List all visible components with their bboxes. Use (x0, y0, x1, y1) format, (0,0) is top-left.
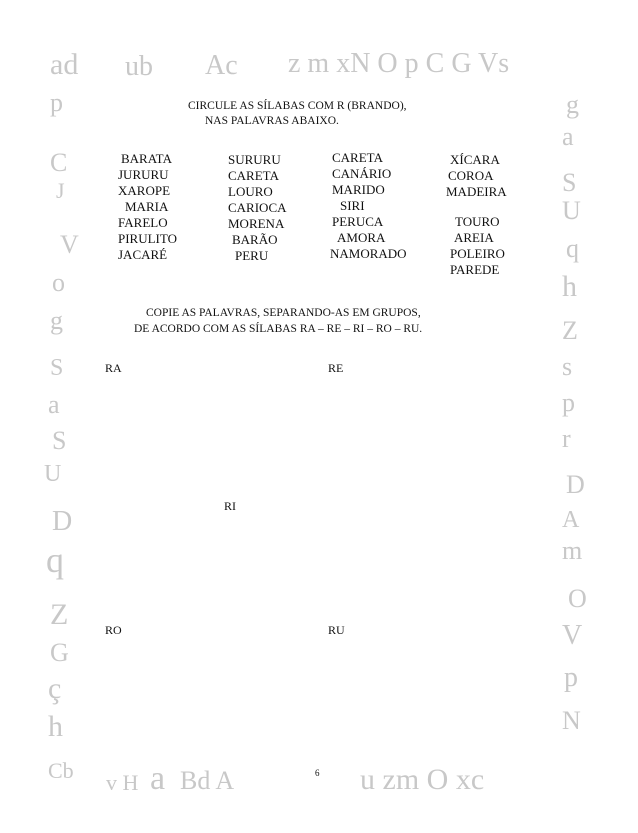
border-left-1: p (50, 88, 63, 117)
word-farelo: FARELO (118, 215, 168, 230)
word-coroa: COROA (448, 168, 494, 183)
word-canario: CANÁRIO (332, 166, 392, 181)
group-ro-label: RO (105, 623, 122, 637)
word-morena: MORENA (228, 216, 285, 231)
border-left-13: Z (50, 598, 69, 631)
border-right-14: O (568, 584, 587, 613)
word-areia: AREIA (454, 230, 494, 245)
word-namorado: NAMORADO (330, 246, 407, 261)
border-left-16: h (48, 710, 63, 743)
border-left-14: G (50, 638, 69, 667)
border-right-12: A (562, 507, 580, 533)
border-left-15: ç (48, 672, 62, 705)
word-xicara: XÍCARA (450, 152, 500, 167)
group-re-label: RE (328, 361, 344, 375)
word-parede: PAREDE (450, 262, 500, 277)
border-right-4: U (562, 196, 581, 225)
border-right-13: m (562, 536, 583, 565)
border-top-2: ub (125, 51, 153, 82)
word-madeira: MADEIRA (446, 184, 507, 199)
border-right-6: h (562, 270, 577, 303)
border-left-4: V (60, 230, 79, 259)
border-right-1: g (566, 90, 579, 119)
page-number: 6 (315, 768, 320, 778)
instruction-1-line-2: NAS PALAVRAS ABAIXO. (205, 115, 339, 127)
word-careta-1: CARETA (228, 168, 279, 183)
border-left-10: U (44, 461, 62, 487)
word-peru: PERU (235, 248, 269, 263)
word-poleiro: POLEIRO (450, 246, 505, 261)
border-bottom-2: a (150, 760, 166, 797)
border-left-5: o (52, 268, 65, 297)
border-right-7: Z (562, 316, 578, 345)
word-jururu: JURURU (118, 167, 169, 182)
word-louro: LOURO (228, 184, 273, 199)
word-barao: BARÃO (232, 232, 278, 247)
border-left-9: S (52, 426, 67, 455)
word-careta-2: CARETA (332, 150, 383, 165)
border-top-1: ad (50, 48, 79, 81)
border-right-2: a (562, 122, 574, 151)
border-left-11: D (52, 506, 73, 537)
border-right-3: S (562, 168, 577, 197)
border-right-17: N (562, 706, 581, 735)
instruction-2-line-1: COPIE AS PALAVRAS, SEPARANDO-AS EM GRUPOS, (146, 307, 421, 319)
border-left-17: Cb (48, 758, 74, 783)
instruction-2-line-2: DE ACORDO COM AS SÍLABAS RA – RE – RI – RO – RU. (134, 323, 423, 335)
border-left-2: C (50, 148, 68, 177)
group-ra-label: RA (105, 361, 122, 375)
word-jacare: JACARÉ (118, 247, 168, 262)
word-amora: AMORA (337, 230, 386, 245)
word-sururu: SURURU (228, 152, 281, 167)
group-ru-label: RU (328, 623, 345, 637)
word-maria: MARIA (125, 199, 169, 214)
border-right-16: p (564, 662, 578, 693)
border-right-9: p (562, 388, 575, 417)
border-top-3: Ac (205, 50, 238, 81)
word-xarope: XAROPE (118, 183, 171, 198)
word-marido: MARIDO (332, 182, 385, 197)
border-right-10: r (562, 424, 571, 453)
border-bottom-4: u zm O xc (360, 763, 485, 796)
border-top-4: z m xN O p C G Vs (288, 48, 510, 79)
word-siri: SIRI (340, 198, 365, 213)
border-left-8: a (48, 390, 60, 419)
word-pirulito: PIRULITO (118, 231, 177, 246)
border-bottom-3: Bd A (180, 766, 235, 795)
word-peruca: PERUCA (332, 214, 384, 229)
border-left-12: q (46, 540, 64, 580)
word-barata: BARATA (121, 151, 172, 166)
group-ri-label: RI (224, 499, 236, 513)
border-right-8: s (562, 352, 573, 381)
border-right-5: q (566, 234, 579, 263)
border-left-6: g (50, 306, 63, 335)
word-touro: TOURO (455, 214, 500, 229)
border-right-15: V (562, 620, 583, 651)
border-bottom-1: v H (106, 770, 139, 795)
border-left-3: J (56, 178, 65, 203)
instruction-1-line-1: CIRCULE AS SÍLABAS COM R (BRANDO), (188, 100, 407, 112)
border-left-7: S (50, 355, 64, 381)
word-carioca: CARIOCA (228, 200, 287, 215)
border-right-11: D (566, 470, 585, 499)
